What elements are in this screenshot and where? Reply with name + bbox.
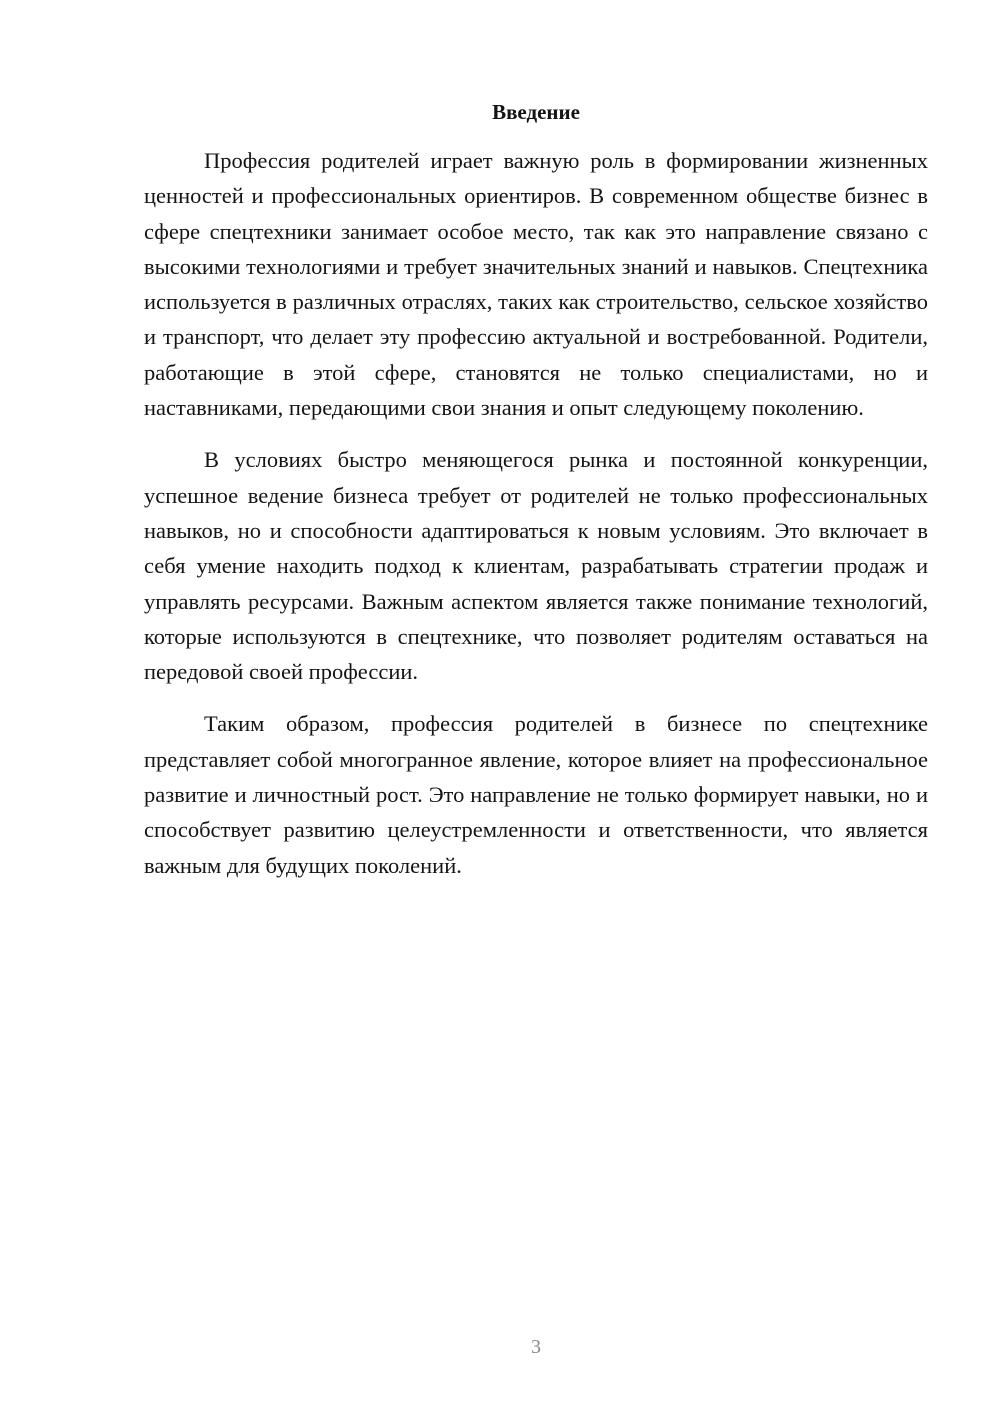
paragraph-2: В условиях быстро меняющегося рынка и постоянной конкуренции, успешное ведение бизнеса требует от родителей не только профессиональных навыков, но и способности адаптироваться к новым условиям. Это включает в себя умение находить подход к клиентам, разрабатывать стратегии продаж и управлять ресурсами. Важным аспектом является также понимание технологий, которые используются в спецтехнике, что позволяет родителям оставаться на передовой своей профессии. <box>144 447 928 685</box>
body-text <box>144 143 928 900</box>
section-heading: Введение <box>492 100 580 124</box>
page-number: 3 <box>531 1336 541 1358</box>
paragraph-3: Таким образом, профессия родителей в бизнесе по спецтехнике представляет собой многогранное явление, которое влияет на профессиональное развитие и личностный рост. Это направление не только формирует навыки, но и способствует развитию целеустремленности и ответственности, что является важным для будущих поколений. <box>144 711 928 878</box>
paragraph-1: Профессия родителей играет важную роль в формировании жизненных ценностей и профессиональных ориентиров. В современном обществе бизнес в сфере спецтехники занимает особое место, так как это направление связано с высокими технологиями и требует значительных знаний и навыков. Спецтехника используется в различных отраслях, таких как строительство, сельское хозяйство и транспорт, что делает эту профессию актуальной и востребованной. Родители, работающие в этой сфере, становятся не только специалистами, но и наставниками, передающими свои знания и опыт следующему поколению. <box>144 148 928 421</box>
